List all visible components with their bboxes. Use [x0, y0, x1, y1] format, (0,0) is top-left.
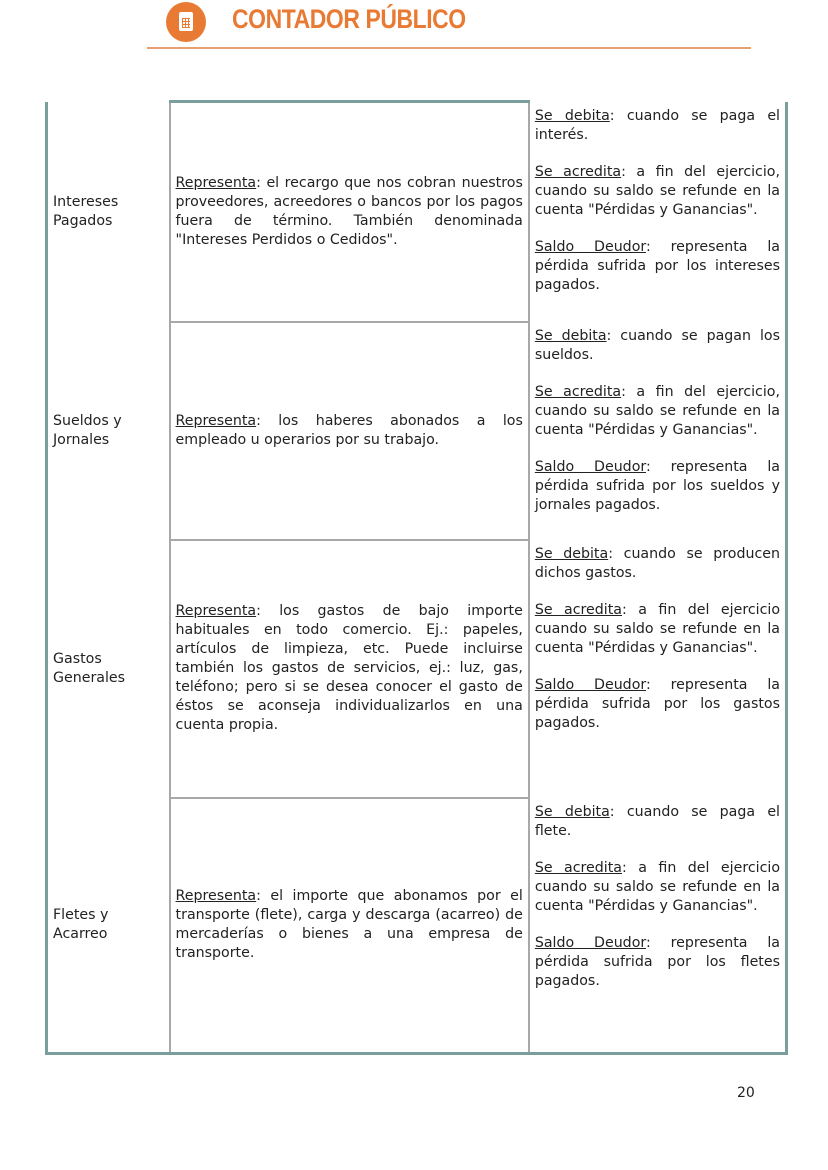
representa-label: Representa [175, 174, 257, 191]
account-name [47, 540, 170, 798]
representa-label: Representa [175, 603, 257, 619]
account-description [170, 540, 529, 798]
acredita-text: : a fin del ejercicio cuando su saldo se refunde en la cuenta "Pérdidas y Ganancias". [534, 859, 781, 914]
account-movements [529, 798, 787, 1054]
account-name-line2: Pagados [53, 212, 113, 229]
account-name-line1: Fletes y [53, 906, 109, 923]
debita-label: Se debita [534, 803, 610, 820]
table-row [47, 322, 787, 540]
acredita-text: : a fin del ejercicio, cuando su saldo se refunde en la cuenta "Pérdidas y Ganancias". [534, 383, 780, 438]
header-divider [147, 47, 751, 49]
account-description [170, 798, 529, 1054]
acredita-text: : a fin del ejercicio cuando su saldo se refunde en la cuenta "Pérdidas y Ganancias". [534, 601, 781, 656]
accounts-table [45, 100, 788, 1055]
saldo-text: : representa la pérdida sufrida por los sueldos y jornales pagados. [534, 458, 780, 513]
account-name-line2: Generales [53, 669, 126, 686]
account-description [170, 102, 529, 322]
table-row [47, 102, 787, 322]
debita-label: Se debita [534, 107, 610, 124]
acredita-label: Se acredita [534, 859, 622, 876]
table-row [47, 798, 787, 1054]
account-movements [529, 322, 787, 540]
account-name [47, 798, 170, 1054]
account-name-line1: Sueldos y [53, 412, 122, 429]
calculator-icon [166, 2, 206, 42]
saldo-label: Saldo Deudor [534, 676, 646, 693]
page-number: 20 [737, 1085, 755, 1101]
account-movements [529, 540, 787, 798]
account-name-line1: Gastos [53, 650, 102, 667]
representa-text: : el recargo que nos cobran nuestros proveedores, acreedores o bancos por los pagos fuera de término. También denominada "Intereses Perdidos o Cedidos". [175, 174, 523, 248]
account-name [47, 102, 170, 322]
account-description [170, 322, 529, 540]
saldo-label: Saldo Deudor [534, 238, 646, 255]
saldo-text: : representa la pérdida sufrida por los intereses pagados. [534, 238, 780, 293]
debita-label: Se debita [534, 545, 609, 562]
debita-text: : cuando se pagan los sueldos. [534, 327, 781, 363]
representa-text: : los haberes abonados a los empleado u operarios por su trabajo. [175, 412, 523, 448]
account-movements [529, 102, 787, 322]
acredita-label: Se acredita [534, 601, 622, 618]
representa-label: Representa [175, 888, 257, 905]
table-row [47, 540, 787, 798]
acredita-text: : a fin del ejercicio, cuando su saldo se refunde en la cuenta "Pérdidas y Ganancias". [534, 163, 780, 218]
saldo-text: : representa la pérdida sufrida por los gastos pagados. [534, 676, 780, 731]
acredita-label: Se acredita [534, 383, 622, 400]
header-title: CONTADOR PÚBLICO [232, 4, 466, 34]
page-header [0, 0, 828, 50]
debita-text: : cuando se producen dichos gastos. [534, 545, 780, 581]
debita-label: Se debita [534, 327, 607, 344]
representa-text: : el importe que abonamos por el transporte (flete), carga y descarga (acarreo) de mercaderías o bienes a una empresa de transporte. [175, 888, 523, 962]
saldo-label: Saldo Deudor [534, 458, 646, 475]
account-name-line2: Jornales [53, 431, 110, 448]
saldo-label: Saldo Deudor [534, 934, 646, 951]
account-name-line2: Acarreo [53, 925, 108, 942]
debita-text: : cuando se paga el interés. [534, 107, 780, 143]
account-name [47, 322, 170, 540]
saldo-text: : representa la pérdida sufrida por los fletes pagados. [534, 934, 780, 989]
account-name-line1: Intereses [53, 193, 119, 210]
representa-label: Representa [175, 412, 257, 429]
acredita-label: Se acredita [534, 163, 622, 180]
debita-text: : cuando se paga el flete. [534, 803, 780, 839]
representa-text: : los gastos de bajo importe habituales en todo comercio. Ej.: papeles, artículos de limpieza, etc. Puede incluirse también los gastos de servicios, ej.: luz, gas, teléfono; pero si se desea conocer el gasto de éstos se aconseja individualizarlos en una cuenta propia. [175, 603, 523, 733]
